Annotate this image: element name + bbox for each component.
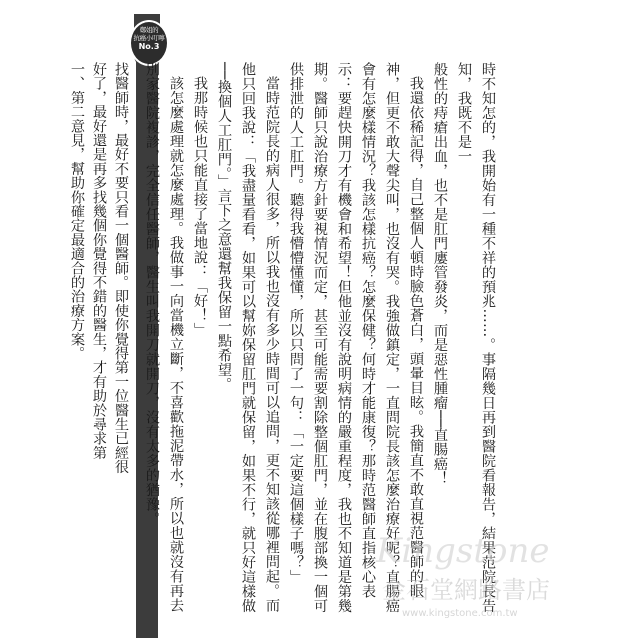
watermark-url-text: www.kingstone.com.tw (402, 608, 518, 619)
tip-text-column (22, 62, 132, 482)
tip-title-line1: 鄭姐的 (139, 26, 159, 34)
tip-badge (129, 20, 169, 66)
tip-title-line2: 抗癌小叮嚀 (133, 34, 165, 42)
main-text-column (144, 62, 500, 624)
paragraph: 該怎麼處理就怎麼處理。我做事一向當機立斷，不喜歡拖泥帶水，所以也就沒有再去別家醫院複診，完全信任醫師，醫生叫我開刀就開刀，沒有太多的猶豫。 (144, 62, 184, 613)
paragraph: 我那時候也只能直接了當地說：「好！」 (192, 76, 208, 338)
paragraph: 時不知怎的，我開始有一種不祥的預兆……。事隔幾日再到醫院看報告，結果范院長告知，我既不是一 (456, 62, 496, 613)
watermark-logo-text: Kingstone (376, 531, 550, 571)
paragraph: 當時范院長的病人很多，所以我也沒有多少時間可以追問，更不知該從哪裡問起。而他只回我說：「我盡量看看，如果可以幫妳保留肛門就保留，如果不行，就只好這樣做──換個人工肛門。」言下之意還幫我保留一點希望。 (216, 62, 280, 613)
watermark-cn-text: 金石堂網路書店 (382, 576, 550, 604)
paragraph: 般性的痔瘡出血，也不是肛門廔管發炎，而是惡性腫瘤──直腸癌！ (432, 62, 448, 486)
tip-number: No.3 (138, 42, 160, 51)
paragraph: 我還依稀記得，自己整個人頓時臉色蒼白，頭暈目眩。我簡直不敢直視范醫師的眼神，但更不敢大聲尖叫，也沒有哭。我強做鎮定，一直問院長該怎麼治療好呢？直腸癌會有怎麼樣情況？我該怎樣抗癌？怎麼保健？何時才能康復？那時范醫師直指核心表示：要趕快開刀才有機會和希望！但他並沒有說明病情的嚴重程度，我也不知道是第幾期。醫師只說治療方針要視情況而定，甚至可能需要割除整個肛門，並在腹部換一個可供排泄的人工肛門。聽得我懵懵懂懂，所以只問了一句：「一定要這個樣子嗎？」 (288, 62, 424, 613)
tip-paragraph: 找醫師時，最好不要只看一個醫師。即使你覺得第一位醫生已經很好了，最好還是再多找幾個你覺得不錯的醫生，才有助於尋求第一、第二意見，幫助你確定最適合的治療方案。 (69, 62, 129, 474)
